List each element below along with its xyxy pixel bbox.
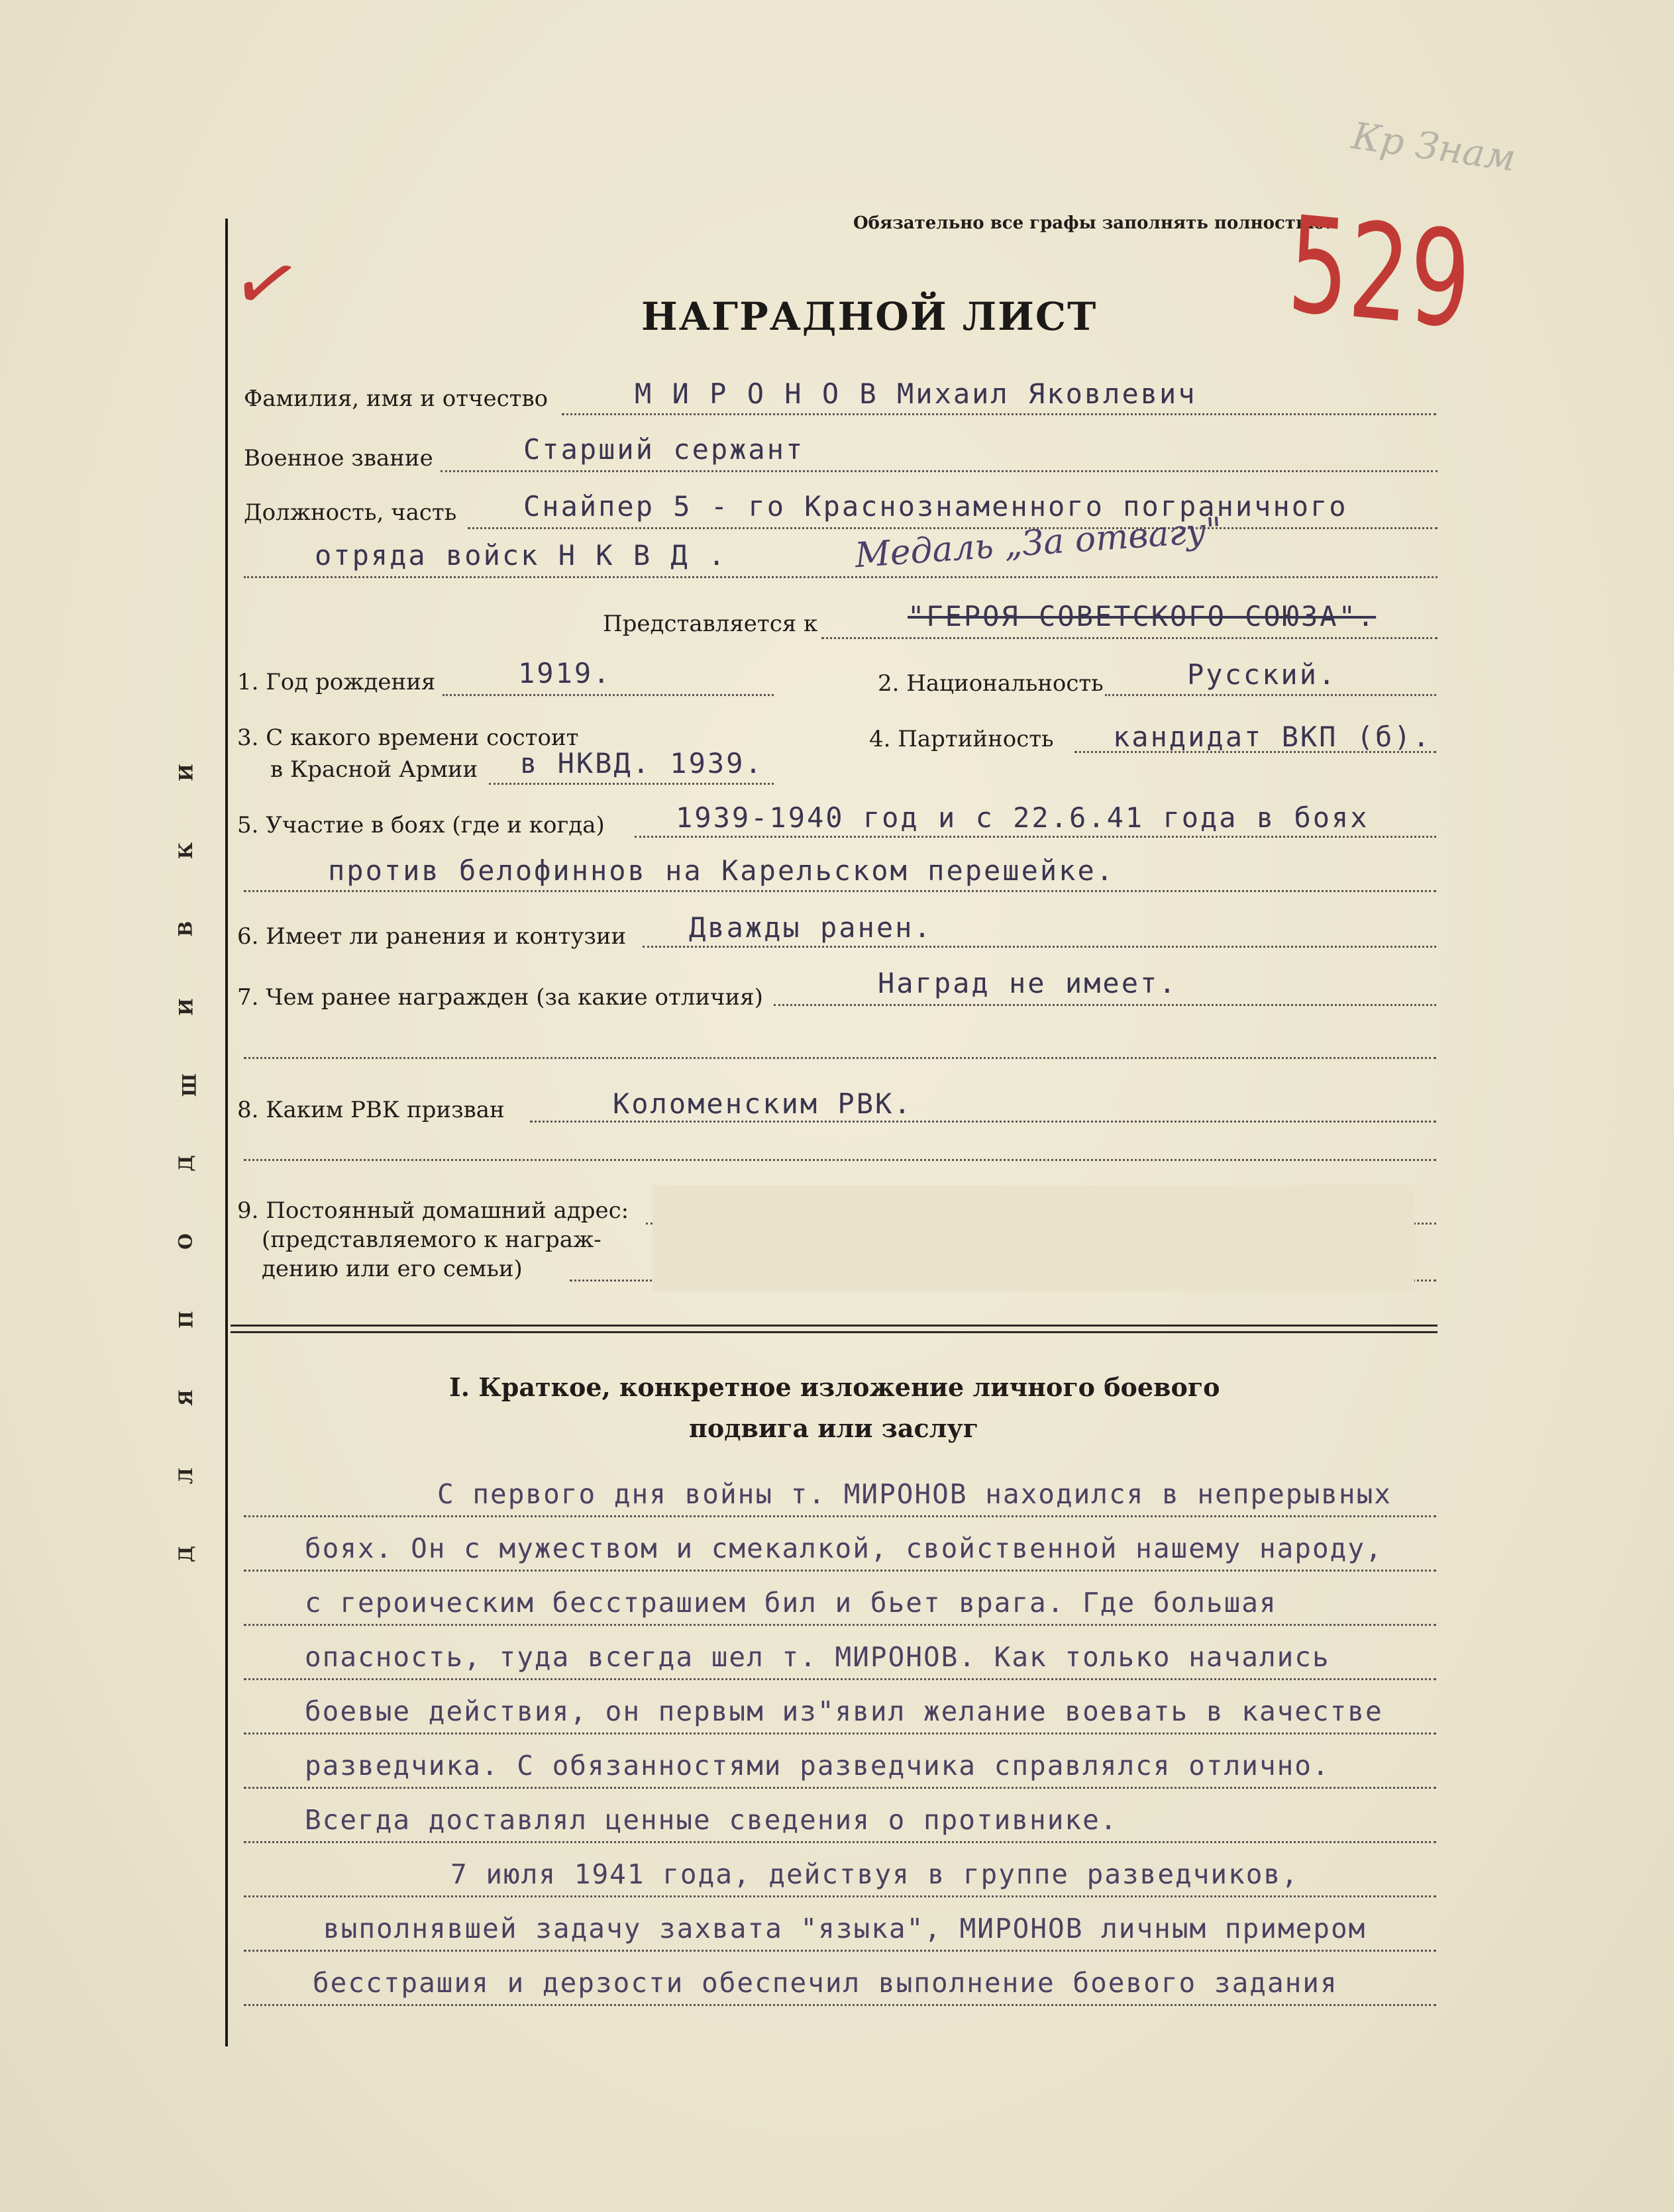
party-line [1074, 751, 1436, 753]
narrative-line: опасность, туда всегда шел т. МИРОНОВ. Как только начались [305, 1641, 1330, 1673]
sidebar-letter: О [174, 1233, 197, 1250]
narrative-dotted-line [244, 2004, 1436, 2006]
address-label-1: 9. Постоянный домашний адрес: [237, 1197, 629, 1224]
narrative-dotted-line [244, 1570, 1436, 1572]
previous-awards-value: Наград не имеет. [878, 967, 1178, 999]
page-title: НАГРАДНОЙ ЛИСТ [641, 294, 1098, 339]
nationality-line [1105, 694, 1436, 696]
narrative-line: с героическим бесстрашием бил и бьет врага. Где большая [305, 1587, 1277, 1619]
sidebar-letter: И [175, 764, 197, 781]
party-value: кандидат ВКП (б). [1113, 721, 1432, 753]
narrative-line: выполнявшей задачу захвата "языка", МИРОНОВ личным примером [323, 1913, 1367, 1944]
sidebar-letter: К [175, 842, 197, 860]
narrative-dotted-line [244, 1624, 1436, 1626]
service-since-line [489, 783, 774, 785]
wounds-line [643, 946, 1436, 948]
narrative-dotted-line [244, 1515, 1436, 1517]
sidebar-letter: Я [174, 1389, 197, 1406]
nationality-label: 2. Национальность [878, 670, 1104, 697]
rank-line [441, 470, 1438, 472]
sidebar-letter: Д [174, 1546, 197, 1562]
wounds-label: 6. Имеет ли ранения и контузии [237, 923, 627, 950]
wounds-value: Дважды ранен. [689, 911, 933, 944]
sidebar-letter: Д [174, 1155, 197, 1172]
draft-office-line-2 [244, 1159, 1436, 1161]
red-registry-number: 529 [1284, 187, 1475, 360]
previous-awards-line-1 [774, 1004, 1436, 1006]
position-value-line1: Снайпер 5 - го Краснознаменного пограничного [523, 490, 1348, 523]
position-label: Должность, часть [244, 499, 457, 526]
narrative-line: бесстрашия и дерзости обеспечил выполнение боевого задания [313, 1967, 1338, 1999]
red-check-mark: ✓ [223, 231, 310, 338]
narrative-line: 7 июля 1941 года, действуя в группе разведчиков, [450, 1858, 1299, 1890]
award-label: Представляется к [603, 611, 818, 637]
redacted-address [653, 1185, 1414, 1291]
nationality-value: Русский. [1187, 658, 1337, 691]
name-label: Фамилия, имя и отчество [244, 385, 549, 412]
battles-label: 5. Участие в боях (где и когда) [237, 812, 605, 838]
section-divider-bottom [231, 1331, 1438, 1333]
name-value: М И Р О Н О В Михаил Яковлевич [635, 377, 1197, 410]
draft-office-value: Коломенским РВК. [613, 1087, 913, 1120]
birth-year-value: 1919. [518, 657, 612, 689]
rank-label: Военное звание [244, 445, 433, 472]
narrative-line: боевые действия, он первым из"явил желание воевать в качестве [305, 1695, 1383, 1727]
section-divider-top [231, 1325, 1438, 1327]
narrative-dotted-line [244, 1841, 1436, 1843]
battles-value-line1: 1939-1940 год и с 22.6.41 года в боях [676, 801, 1369, 834]
position-line-2 [244, 576, 1438, 578]
narrative-dotted-line [244, 1950, 1436, 1952]
fill-notice: Обязательно все графы заполнять полностью. [853, 213, 1332, 233]
narrative-dotted-line [244, 1678, 1436, 1680]
birth-year-line [443, 694, 774, 696]
service-since-label-2: в Красной Армии [270, 756, 478, 783]
narrative-dotted-line [244, 1733, 1436, 1734]
narrative-line: Всегда доставлял ценные сведения о противнике. [305, 1804, 1118, 1836]
draft-office-line-1 [530, 1121, 1436, 1123]
address-label-2: (представляемого к награж- [262, 1227, 602, 1253]
section1-heading-line2: подвига или заслуг [689, 1413, 979, 1443]
rank-value: Старший сержант [523, 433, 805, 466]
narrative-line: разведчика. С обязанностями разведчика справлялся отлично. [305, 1750, 1330, 1782]
margin-rule [225, 219, 228, 2046]
service-since-value: в НКВД. 1939. [520, 747, 764, 779]
name-line [562, 413, 1436, 415]
sidebar-letter: В [174, 921, 197, 937]
sidebar-letter: И [175, 998, 197, 1016]
battles-line-2 [244, 890, 1436, 892]
award-value: "ГЕРОЯ СОВЕТСКОГО СОЮЗА". [908, 600, 1377, 632]
section1-heading-line1: I. Краткое, конкретное изложение личного боевого [449, 1372, 1220, 1402]
position-value-line2: отряда войск Н К В Д . [315, 539, 727, 572]
service-since-label-1: 3. С какого времени состоит [237, 725, 579, 751]
narrative-dotted-line [244, 1895, 1436, 1897]
narrative-line: боях. Он с мужеством и смекалкой, свойственной нашему народу, [305, 1533, 1383, 1564]
sidebar-letter: П [175, 1311, 197, 1329]
sidebar-letter: Л [174, 1468, 197, 1484]
award-line [821, 637, 1438, 639]
pencil-note: Кр Знам [1349, 115, 1518, 180]
previous-awards-label: 7. Чем ранее награжден (за какие отличия) [237, 984, 763, 1011]
address-label-3: дению или его семьи) [262, 1256, 523, 1282]
birth-year-label: 1. Год рождения [237, 669, 436, 695]
party-label: 4. Партийность [869, 726, 1054, 752]
sidebar-letter: Ш [178, 1073, 201, 1097]
narrative-line: С первого дня войны т. МИРОНОВ находился в непрерывных [437, 1478, 1392, 1510]
handwritten-medal-note: Медаль „За отвагу" [853, 510, 1224, 576]
narrative-dotted-line [244, 1787, 1436, 1789]
battles-value-line2: против белофиннов на Карельском перешейке. [328, 854, 1116, 887]
previous-awards-line-2 [244, 1057, 1436, 1059]
battles-line-1 [635, 836, 1436, 838]
draft-office-label: 8. Каким РВК призван [237, 1097, 505, 1123]
